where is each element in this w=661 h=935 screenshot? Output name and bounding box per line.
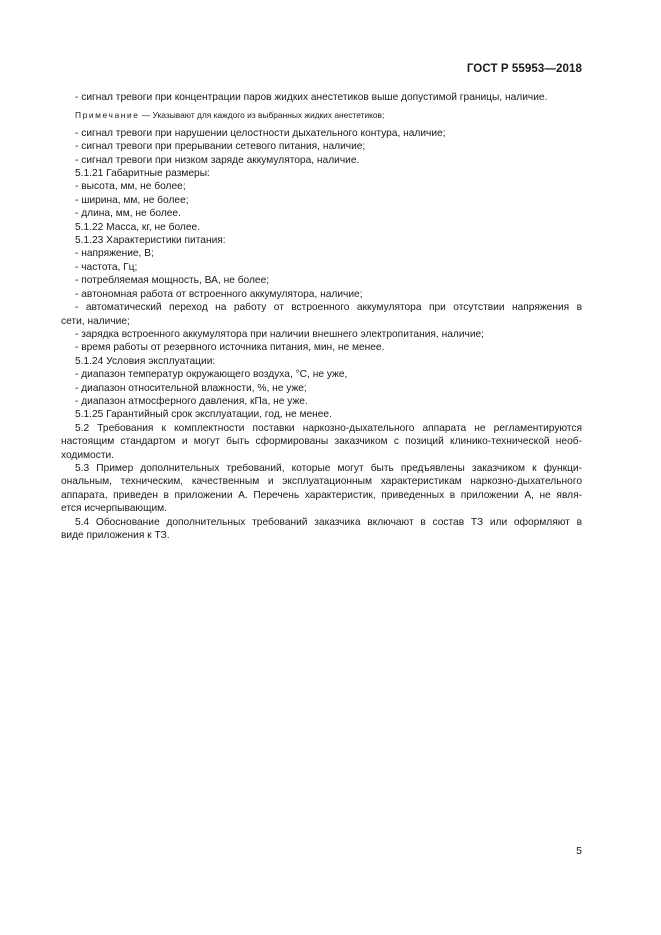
paragraph-line: 5.4 Обоснование дополнительных требований заказчика включают в состав ТЗ или оформляют в [75, 516, 582, 528]
list-item: - напряжение, В; [75, 248, 154, 260]
document-header: ГОСТ Р 55953—2018 [466, 63, 582, 75]
list-item: - высота, мм, не более; [75, 181, 186, 193]
note-text: — Указывают для каждого из выбранных жидких анестетиков; [139, 110, 385, 121]
document-body [61, 91, 582, 542]
paragraph-line: 5.2 Требования к комплектности поставки наркозно-дыхательного аппарата не регламентируются [75, 422, 582, 434]
list-item: - зарядка встроенного аккумулятора при наличии внешнего электропитания, наличие; [75, 328, 485, 340]
section-heading: 5.1.22 Масса, кг, не более. [75, 221, 201, 233]
list-item: - частота, Гц; [75, 261, 138, 273]
paragraph-line: ональным, техническим, качественным и эксплуатационным характеристикам наркозно-дыхательного [61, 476, 582, 488]
list-item: - потребляемая мощность, ВА, не более; [75, 275, 270, 287]
list-item: - диапазон относительной влажности, %, не уже; [75, 382, 307, 394]
paragraph-5-3 [61, 462, 582, 516]
paragraph-line: аппарата, приведен в приложении А. Перечень характеристик, приведенных в приложении А, не явля- [61, 489, 582, 501]
list-item: - время работы от резервного источника питания, мин, не менее. [75, 342, 385, 354]
list-item-line: сети, наличие; [61, 315, 130, 327]
paragraph-line: виде приложения к ТЗ. [61, 530, 170, 541]
list-item: - автономная работа от встроенного аккумулятора, наличие; [75, 288, 363, 300]
note [75, 109, 582, 122]
paragraph-line: 5.3 Пример дополнительных требований, которые могут быть предъявлены заказчиком к функци- [75, 462, 582, 474]
list-item: - диапазон атмосферного давления, кПа, не уже. [75, 395, 308, 407]
section-heading: 5.1.25 Гарантийный срок эксплуатации, год, не менее. [75, 409, 332, 421]
section-heading: 5.1.21 Габаритные размеры: [75, 168, 210, 180]
paragraph-line: ется исчерпывающим. [61, 503, 167, 515]
list-item-line: - автоматический переход на работу от встроенного аккумулятора при отсутствии напряжения в [75, 302, 582, 314]
list-item: - длина, мм, не более. [75, 208, 181, 220]
list-item: - диапазон температур окружающего воздуха, °С, не уже, [75, 369, 348, 381]
note-label: Примечание [75, 110, 140, 121]
page-number: 5 [576, 845, 582, 857]
list-item: - сигнал тревоги при низком заряде аккумулятора, наличие. [75, 154, 360, 166]
list-item: - ширина, мм, не более; [75, 194, 189, 206]
paragraph-line: ходимости. [61, 449, 115, 461]
list-item: - сигнал тревоги при прерывании сетевого питания, наличие; [75, 141, 366, 153]
section-heading: 5.1.24 Условия эксплуатации: [75, 355, 216, 367]
paragraph-5-4 [61, 516, 582, 543]
paragraph-line: настоящим стандартом и могут быть сформированы заказчиком с позиций клинико-технической необ- [61, 436, 582, 448]
paragraph-5-2 [61, 422, 582, 462]
section-heading: 5.1.23 Характеристики питания: [75, 235, 226, 247]
list-item: - сигнал тревоги при нарушении целостности дыхательного контура, наличие; [75, 127, 446, 139]
list-item: - сигнал тревоги при концентрации паров жидких анестетиков выше допустимой границы, наличие. [75, 92, 548, 103]
